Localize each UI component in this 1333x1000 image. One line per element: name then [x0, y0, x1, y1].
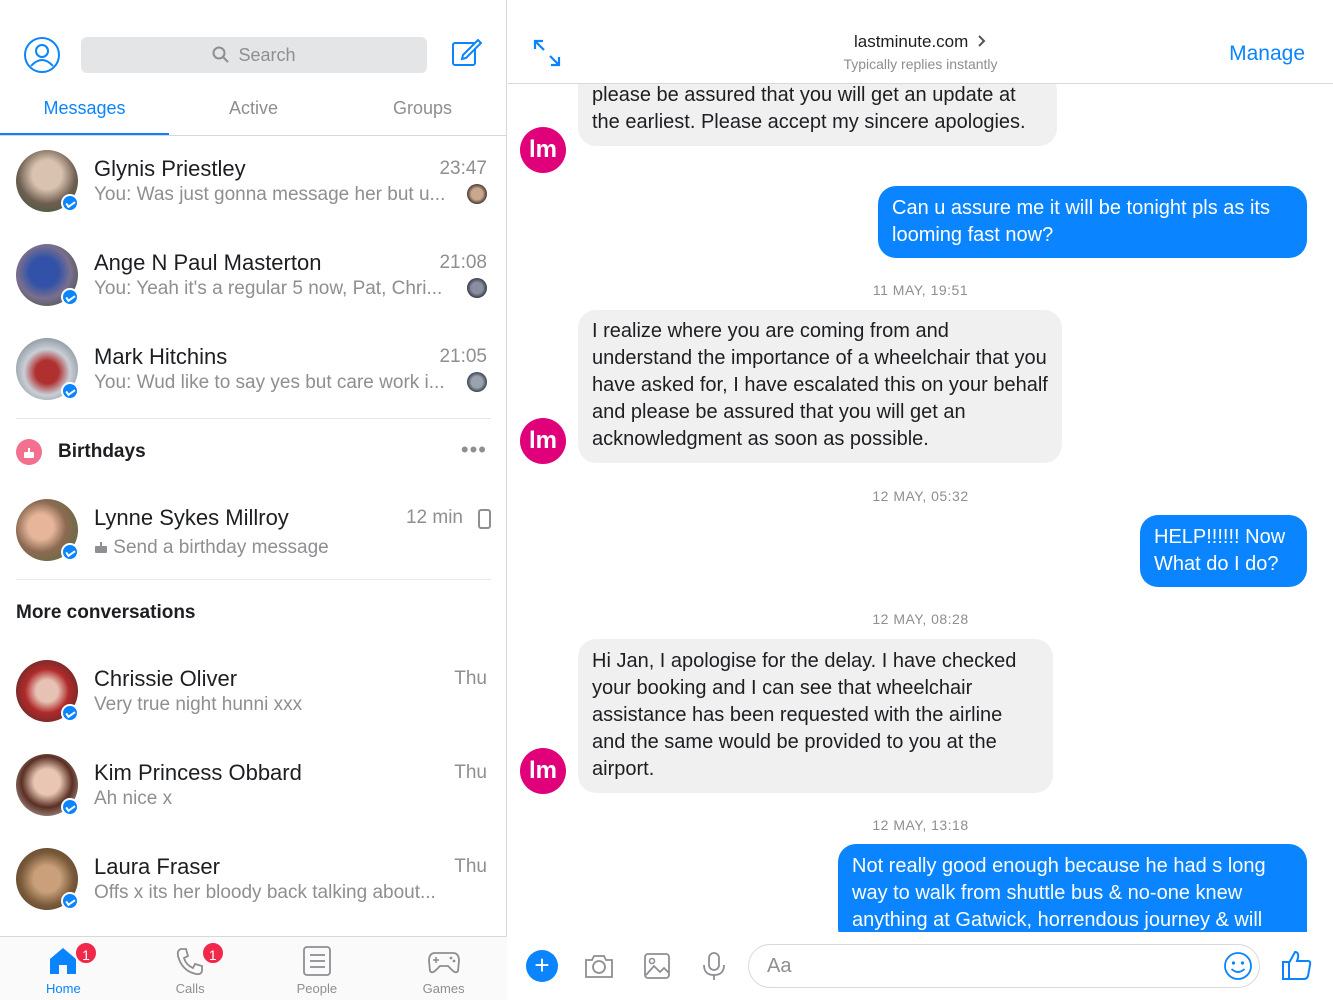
search-icon: [212, 46, 230, 64]
chat-title[interactable]: [508, 32, 1333, 52]
chat-header: [508, 28, 1333, 84]
notification-badge: 1: [201, 941, 225, 965]
contact-name: Mark Hitchins: [94, 344, 228, 369]
tab-games[interactable]: [380, 937, 507, 1000]
add-icon[interactable]: +: [526, 950, 558, 982]
messenger-badge-icon: [61, 892, 79, 910]
message-time: Thu: [454, 668, 487, 689]
microphone-icon[interactable]: [698, 950, 730, 982]
more-conversations-header: [0, 580, 507, 646]
tab-label: Games: [422, 981, 465, 996]
chat-title-text: lastminute.com: [853, 32, 969, 51]
mobile-device-icon: [478, 509, 491, 529]
birthday-prompt-text: Send a birthday message: [113, 537, 329, 558]
notification-badge: 1: [74, 941, 98, 965]
tab-label: People: [296, 981, 338, 996]
timestamp: 12 MAY, 13:18: [872, 817, 969, 833]
sender-avatar: lm: [520, 418, 566, 464]
outgoing-message: HELP!!!!!! Now What do I do?: [1140, 515, 1307, 587]
message-time: 21:05: [439, 346, 487, 367]
message-snippet: Ah nice x: [94, 788, 173, 809]
birthdays-title: Birthdays: [58, 441, 146, 462]
contact-name: Laura Fraser: [94, 854, 220, 879]
message-snippet: Offs x its her bloody back talking about...: [94, 882, 436, 903]
list-item[interactable]: [0, 324, 507, 418]
profile-button[interactable]: [24, 37, 60, 73]
messenger-badge-icon: [61, 288, 79, 306]
outgoing-message: Can u assure me it will be tonight pls as its looming fast now?: [878, 186, 1307, 258]
message-time: Thu: [454, 762, 487, 783]
search-input[interactable]: [81, 37, 427, 73]
more-options-icon[interactable]: •••: [460, 437, 487, 462]
tab-home[interactable]: [0, 937, 127, 1000]
incoming-message: please be assured that you will get an update at the earliest. Please accept my sincere apologies.: [578, 84, 1057, 146]
message-time: 23:47: [439, 158, 487, 179]
manage-button[interactable]: Manage: [1229, 42, 1305, 65]
conversation-tabs: [0, 84, 507, 136]
contact-name: Ange N Paul Masterton: [94, 250, 322, 275]
list-item[interactable]: [0, 485, 507, 579]
messenger-badge-icon: [61, 382, 79, 400]
conversation-pane: [0, 0, 507, 1000]
list-item[interactable]: [0, 136, 507, 230]
tab-groups[interactable]: Groups: [392, 98, 453, 118]
profile-icon: [26, 39, 58, 71]
emoji-icon[interactable]: [1222, 950, 1254, 982]
cake-icon: [94, 540, 108, 554]
tab-messages[interactable]: Messages: [0, 84, 169, 135]
sender-avatar: lm: [520, 748, 566, 794]
message-input[interactable]: [748, 944, 1260, 988]
list-item[interactable]: [0, 740, 507, 834]
birthdays-header: [0, 419, 507, 485]
message-time: 21:08: [439, 252, 487, 273]
tab-active[interactable]: Active: [228, 98, 279, 118]
left-header: [0, 28, 507, 84]
contact-name: Kim Princess Obbard: [94, 760, 302, 785]
people-list-icon: [300, 945, 334, 977]
list-item[interactable]: [0, 646, 507, 740]
timestamp: 11 MAY, 19:51: [872, 282, 969, 298]
chat-subtitle: Typically replies instantly: [843, 56, 998, 72]
list-item[interactable]: [0, 230, 507, 324]
thumbs-up-icon[interactable]: [1280, 948, 1314, 982]
sender-avatar: lm: [520, 127, 566, 173]
chevron-right-icon: [977, 34, 987, 48]
active-time: 12 min: [405, 507, 463, 528]
chat-pane: [508, 0, 1333, 1000]
conversation-list: [0, 136, 507, 936]
tab-label: Home: [46, 981, 81, 996]
contact-name: Lynne Sykes Millroy: [94, 505, 289, 530]
timestamp: 12 MAY, 08:28: [872, 611, 969, 627]
list-item[interactable]: [0, 834, 507, 928]
birthday-cake-icon: [16, 439, 42, 465]
incoming-message: I realize where you are coming from and understand the importance of a wheelchair that you have asked for, I have escalated this on your behalf and please be assured that you will get an acknowledgment as soon as possible.: [578, 310, 1062, 463]
bottom-tab-bar: [0, 936, 507, 1000]
photo-icon[interactable]: [641, 950, 673, 982]
messenger-badge-icon: [61, 543, 79, 561]
messenger-badge-icon: [61, 194, 79, 212]
messenger-badge-icon: [61, 704, 79, 722]
outgoing-message: Not really good enough because he had s long way to walk from shuttle bus & no-one knew anything at Gatwick, horrendous journey & will: [838, 844, 1307, 932]
message-snippet: You: Yeah it's a regular 5 now, Pat, Chri...: [94, 278, 443, 299]
contact-name: Chrissie Oliver: [94, 666, 238, 691]
seen-avatar: [467, 278, 487, 298]
tab-calls[interactable]: [127, 937, 254, 1000]
messenger-badge-icon: [61, 798, 79, 816]
birthday-prompt: [94, 537, 329, 559]
search-placeholder: Search: [238, 44, 296, 65]
message-snippet: You: Was just gonna message her but u...: [94, 184, 446, 205]
more-conversations-title: More conversations: [16, 602, 196, 623]
gamepad-icon: [427, 945, 461, 977]
message-snippet: Very true night hunni xxx: [94, 694, 303, 715]
camera-icon[interactable]: [583, 950, 615, 982]
contact-name: Glynis Priestley: [94, 156, 246, 181]
message-time: Thu: [454, 856, 487, 877]
seen-avatar: [467, 184, 487, 204]
seen-avatar: [467, 372, 487, 392]
tab-people[interactable]: [254, 937, 381, 1000]
message-snippet: You: Wud like to say yes but care work i...: [94, 372, 445, 393]
compose-icon[interactable]: [450, 36, 482, 68]
message-thread: [508, 84, 1333, 932]
tab-label: Calls: [175, 981, 205, 996]
message-composer: [508, 932, 1333, 1000]
timestamp: 12 MAY, 05:32: [872, 488, 969, 504]
incoming-message: Hi Jan, I apologise for the delay. I have checked your booking and I can see that wheelchair assistance has been requested with the airline and the same would be provided to you at the airport.: [578, 639, 1053, 793]
